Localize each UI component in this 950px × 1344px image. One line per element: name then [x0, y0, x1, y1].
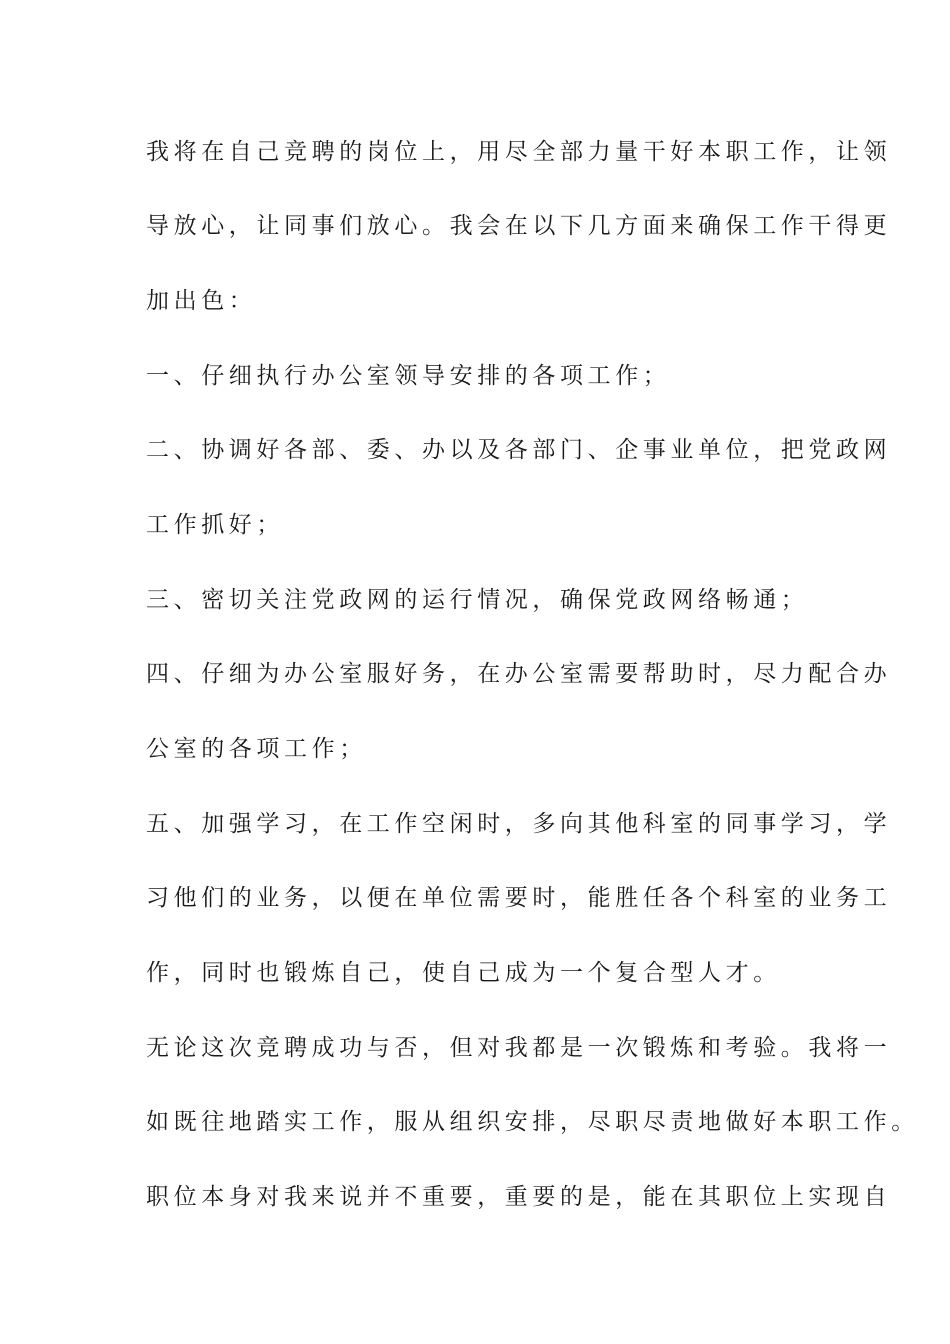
text-line: 加出色：: [146, 288, 257, 314]
text-line: 无论这次竞聘成功与否，但对我都是一次锻炼和考验。我将一: [146, 1035, 892, 1061]
text-line: 我将在自己竞聘的岗位上，用尽全部力量干好本职工作，让领: [146, 139, 892, 165]
list-item-two: 二、协调好各部、委、办以及各部门、企事业单位，把党政网: [146, 437, 892, 463]
text-line: 作，同时也锻炼自己，使自己成为一个复合型人才。: [146, 960, 781, 986]
text-line: 工作抓好；: [146, 512, 284, 538]
text-line: 公室的各项工作；: [146, 736, 367, 762]
text-line: 导放心，让同事们放心。我会在以下几方面来确保工作干得更: [146, 213, 892, 239]
text-line: 习他们的业务，以便在单位需要时，能胜任各个科室的业务工: [146, 885, 892, 911]
list-item-five: 五、加强学习，在工作空闲时，多向其他科室的同事学习，学: [146, 811, 892, 837]
list-item-one: 一、仔细执行办公室领导安排的各项工作；: [146, 363, 671, 389]
list-item-four: 四、仔细为办公室服好务，在办公室需要帮助时，尽力配合办: [146, 661, 892, 687]
text-line: 职位本身对我来说并不重要，重要的是，能在其职位上实现自: [146, 1184, 892, 1210]
text-line: 如既往地踏实工作，服从组织安排，尽职尽责地做好本职工作。: [146, 1109, 919, 1135]
list-item-three: 三、密切关注党政网的运行情况，确保党政网络畅通；: [146, 587, 809, 613]
